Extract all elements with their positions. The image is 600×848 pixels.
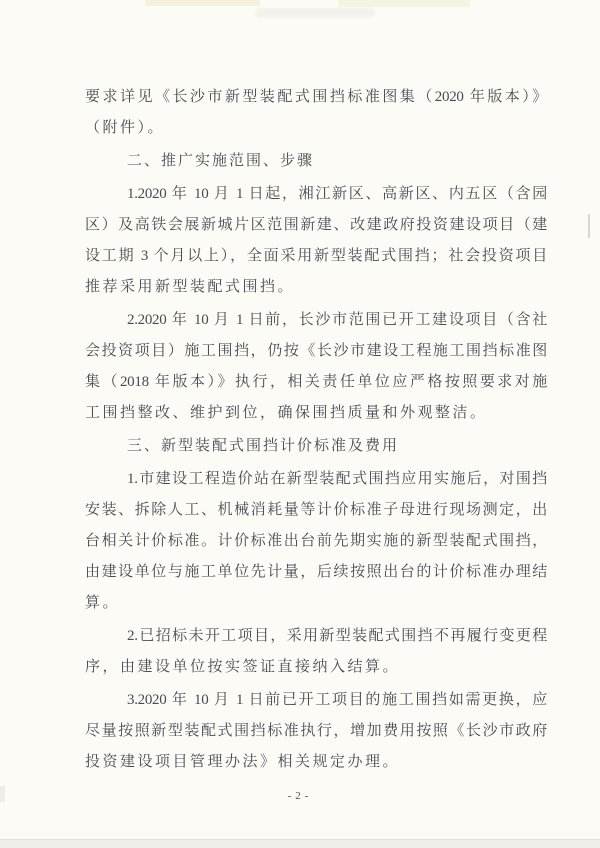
scan-artifact [255, 8, 375, 18]
text-line: 二、推广实施范围、步骤 [127, 153, 315, 169]
text-line: 三、新型装配式围挡计价标准及费用 [127, 438, 400, 454]
scan-bottom-edge [0, 839, 600, 848]
text-line: 2.2020 年 10 月 1 日前，长沙市范围已开工建设项目（含社 [127, 312, 547, 328]
text-line: 安装、拆除人工、机械消耗量等计价标准子母进行现场测定，出 [85, 502, 547, 518]
text-line: 区）及高铁会展新城片区范围新建、改建政府投资建设项目（建 [85, 217, 547, 233]
text-line: 工围挡整改、维护到位，确保围挡质量和外观整洁。 [85, 405, 488, 421]
text-line: 1.2020 年 10 月 1 日起，湘江新区、高新区、内五区（含园 [127, 186, 547, 202]
text-line: 要求详见《长沙市新型装配式围挡标准图集（2020 年版本）》 [85, 89, 547, 105]
section-heading [85, 431, 547, 462]
text-line: 台相关计价标准。计价标准出台前先期实施的新型装配式围挡， [85, 533, 547, 549]
paragraph [85, 621, 547, 683]
scan-artifact [338, 0, 470, 7]
paragraph [85, 82, 547, 144]
text-line: 会投资项目）施工围挡，仍按《长沙市建设工程施工围挡标准图 [85, 343, 547, 359]
paragraph [85, 179, 547, 303]
text-line: 序，由建设单位按实签证直接纳入结算。 [85, 659, 401, 675]
scan-artifact [145, 0, 260, 6]
text-line: 集（2018 年版本）》执行，相关责任单位应严格按照要求对施 [85, 374, 547, 390]
text-line: 尽量按照新型装配式围挡标准执行，增加费用按照《长沙市政府 [85, 723, 547, 739]
document-body [85, 82, 547, 780]
section-heading [85, 146, 547, 177]
paragraph [85, 464, 547, 619]
text-line: 算。 [85, 595, 121, 611]
scan-artifact [588, 214, 590, 238]
text-line: 1.市建设工程造价站在新型装配式围挡应用实施后，对围挡 [127, 471, 547, 487]
text-line: 设工期 3 个月以上），全面采用新型装配式围挡；社会投资项目 [85, 248, 547, 264]
paragraph [85, 685, 547, 778]
page-number: -2- [287, 790, 313, 802]
text-line: （附件）。 [85, 120, 166, 136]
paragraph [85, 305, 547, 429]
text-line: 由建设单位与施工单位先计量，后续按照出台的计价标准办理结 [85, 564, 547, 580]
text-line: 推荐采用新型装配式围挡。 [85, 279, 296, 295]
text-line: 2.已招标未开工项目，采用新型装配式围挡不再履行变更程 [127, 628, 547, 644]
text-line: 投资建设项目管理办法》相关规定办理。 [85, 754, 401, 770]
text-line: 3.2020 年 10 月 1 日前已开工项目的施工围挡如需更换，应 [127, 692, 547, 708]
